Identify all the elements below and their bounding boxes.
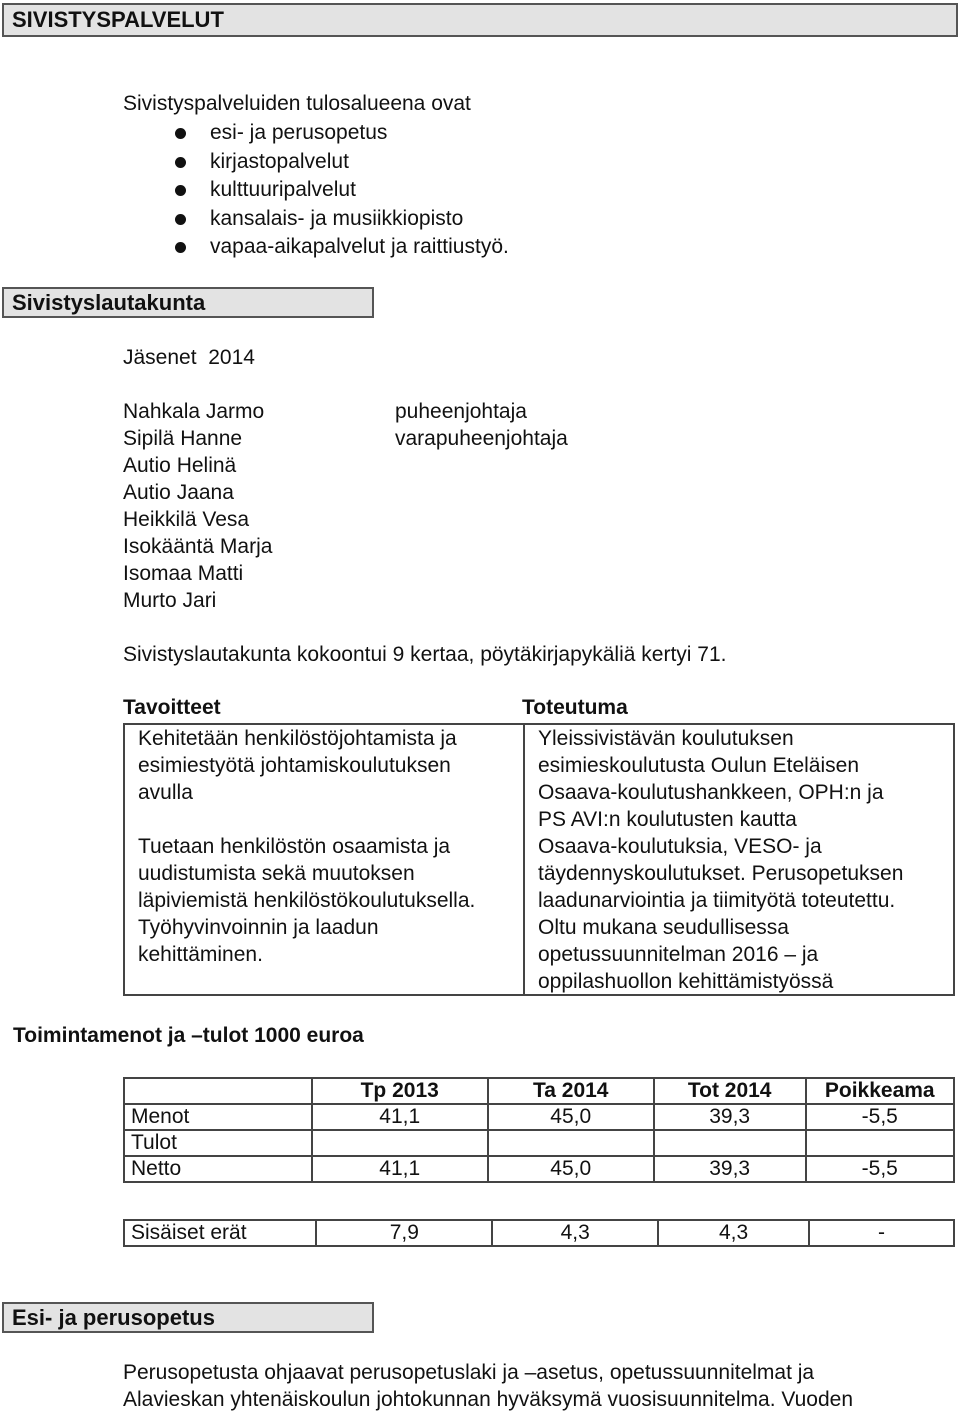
column-divider xyxy=(523,723,525,996)
member-name: Murto Jari xyxy=(123,589,217,612)
realization-line: Osaava-koulutushankkeen, OPH:n ja xyxy=(538,781,884,804)
realization-line: Yleissivistävän koulutuksen xyxy=(538,727,794,750)
realization-line: laadunarviointia ja tiimityötä toteutettu. xyxy=(538,889,896,912)
member-role: varapuheenjohtaja xyxy=(395,427,568,450)
list-item: kansalais- ja musiikkiopisto xyxy=(165,205,509,234)
member-name: Autio Jaana xyxy=(123,481,234,504)
section-header-text: Esi- ja perusopetus xyxy=(12,1304,215,1330)
row-label: Tulot xyxy=(124,1130,312,1156)
table-cell: 4,3 xyxy=(658,1220,809,1246)
list-item: vapaa-aikapalvelut ja raittiustyö. xyxy=(165,233,509,262)
table-cell xyxy=(806,1130,955,1156)
table-cell: 39,3 xyxy=(654,1156,806,1182)
paragraph-line: Alavieskan yhtenäiskoulun johtokunnan hyväksymä vuosisuunnitelma. Vuoden xyxy=(123,1388,854,1411)
table-row xyxy=(124,1104,954,1130)
table-row xyxy=(124,1220,954,1246)
goal-line: kehittäminen. xyxy=(138,943,263,966)
realization-line: Osaava-koulutuksia, VESO- ja xyxy=(538,835,822,858)
finance-table xyxy=(123,1077,955,1183)
member-names xyxy=(123,398,272,614)
table-row xyxy=(124,1130,954,1156)
table-cell: 4,3 xyxy=(492,1220,658,1246)
table-cell: 45,0 xyxy=(488,1104,654,1130)
member-name: Heikkilä Vesa xyxy=(123,508,250,531)
table-cell: -5,5 xyxy=(806,1156,955,1182)
column-header: Ta 2014 xyxy=(488,1078,654,1104)
goal-line: Kehitetään henkilöstöjohtamista ja xyxy=(138,727,457,750)
realization-line: Oltu mukana seudullisessa xyxy=(538,916,789,939)
row-label: Sisäiset erät xyxy=(124,1220,316,1246)
row-label: Menot xyxy=(124,1104,312,1130)
row-label: Netto xyxy=(124,1156,312,1182)
member-name: Autio Helinä xyxy=(123,454,237,477)
member-name: Sipilä Hanne xyxy=(123,427,243,450)
section-header-text: Sivistyslautakunta xyxy=(12,289,206,315)
goal-line: uudistumista sekä muutoksen xyxy=(138,862,415,885)
intro-text: Sivistyspalveluiden tulosalueena ovat xyxy=(123,92,471,115)
goals-column xyxy=(138,725,475,968)
bullet-icon xyxy=(175,128,186,139)
finance-title: Toimintamenot ja –tulot 1000 euroa xyxy=(13,1024,364,1047)
list-item: esi- ja perusopetus xyxy=(165,119,509,148)
realization-line: PS AVI:n koulutusten kautta xyxy=(538,808,797,831)
member-name: Isokääntä Marja xyxy=(123,535,273,558)
list-item: kulttuuripalvelut xyxy=(165,176,509,205)
section-header-esi-ja-perusopetus xyxy=(2,1302,374,1333)
column-header: Tp 2013 xyxy=(312,1078,488,1104)
realization-line: oppilashuollon kehittämistyössä xyxy=(538,970,834,993)
meeting-summary: Sivistyslautakunta kokoontui 9 kertaa, pöytäkirjapykäliä kertyi 71. xyxy=(123,643,727,666)
table-cell: 45,0 xyxy=(488,1156,654,1182)
goal-line: Tuetaan henkilöstön osaamista ja xyxy=(138,835,451,858)
goal-line: läpiviemistä henkilöstökoulutuksella. xyxy=(138,889,476,912)
column-header: Poikkeama xyxy=(806,1078,955,1104)
column-header xyxy=(124,1078,312,1104)
bullet-icon xyxy=(175,242,186,253)
table-cell: 7,9 xyxy=(316,1220,492,1246)
table-row xyxy=(124,1156,954,1182)
members-title: Jäsenet 2014 xyxy=(123,346,255,369)
realization-line: esimieskoulutusta Oulun Eteläisen xyxy=(538,754,860,777)
table-cell: - xyxy=(809,1220,954,1246)
table-cell: 41,1 xyxy=(312,1156,488,1182)
member-role: puheenjohtaja xyxy=(395,400,527,423)
table-cell: 39,3 xyxy=(654,1104,806,1130)
goal-line: avulla xyxy=(138,781,193,804)
table-cell xyxy=(312,1130,488,1156)
bullet-icon xyxy=(175,157,186,168)
table-cell: -5,5 xyxy=(806,1104,955,1130)
realization-column xyxy=(538,725,903,995)
goal-line: esimiestyötä johtamiskoulutuksen xyxy=(138,754,451,777)
table-cell: 41,1 xyxy=(312,1104,488,1130)
service-areas-list xyxy=(165,119,509,262)
table-cell xyxy=(654,1130,806,1156)
bullet-icon xyxy=(175,185,186,196)
section-header-sivistyspalvelut xyxy=(2,3,958,37)
member-roles xyxy=(395,398,568,452)
realization-line: opetussuunnitelman 2016 – ja xyxy=(538,943,819,966)
member-name: Isomaa Matti xyxy=(123,562,244,585)
goals-table xyxy=(123,723,955,996)
section-header-sivistyslautakunta xyxy=(2,287,374,318)
list-item: kirjastopalvelut xyxy=(165,148,509,177)
basic-education-paragraph xyxy=(123,1359,853,1413)
section-header-text: SIVISTYSPALVELUT xyxy=(12,7,224,32)
member-name: Nahkala Jarmo xyxy=(123,400,265,423)
table-header-row xyxy=(124,1078,954,1104)
realization-line: täydennyskoulutukset. Perusopetuksen xyxy=(538,862,904,885)
column-header: Tot 2014 xyxy=(654,1078,806,1104)
internal-items-table xyxy=(123,1219,955,1247)
realization-heading: Toteutuma xyxy=(522,696,628,719)
table-cell xyxy=(488,1130,654,1156)
goals-heading: Tavoitteet xyxy=(123,696,221,719)
goal-line: Työhyvinvoinnin ja laadun xyxy=(138,916,379,939)
paragraph-line: Perusopetusta ohjaavat perusopetuslaki ja –asetus, opetussuunnitelmat ja xyxy=(123,1361,815,1384)
bullet-icon xyxy=(175,214,186,225)
